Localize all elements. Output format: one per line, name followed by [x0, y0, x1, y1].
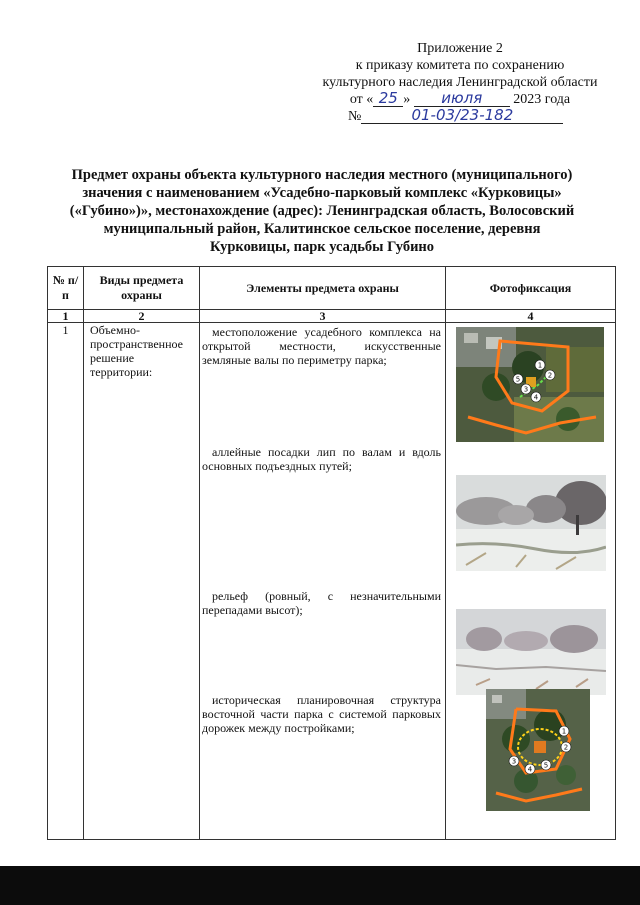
committee-name: культурного наследия Ленинградской области [322, 75, 598, 90]
aerial-map-photo-1 [456, 327, 604, 442]
handwritten-number: 01-03/23-182 [361, 108, 563, 124]
photo-cell [446, 323, 616, 840]
date-prefix: от « [349, 92, 374, 107]
order-reference: к приказу комитета по сохранению [355, 58, 565, 73]
date-quote: » [403, 92, 411, 107]
column-number-row [48, 310, 616, 323]
element-relief: рельеф (ровный, с незначительными перепадами высот); [202, 589, 441, 617]
scan-bottom-edge [0, 866, 640, 905]
elements-cell [200, 323, 446, 840]
map1-marker-4: 4 [533, 393, 539, 402]
aerial-map-photo-2 [486, 689, 590, 811]
row-number: 1 [48, 323, 84, 840]
header-number: № п/п [48, 267, 84, 310]
table-row [48, 323, 616, 840]
protection-subject-table [47, 266, 616, 840]
header-photo: Фотофиксация [446, 267, 616, 310]
flat-field-photo [456, 609, 606, 695]
col-number-1: 1 [48, 310, 84, 323]
col-number-4: 4 [446, 310, 616, 323]
table-header-row [48, 267, 616, 310]
number-prefix: № [348, 109, 362, 124]
map2-marker-2: 2 [563, 743, 569, 752]
handwritten-day: 25 [373, 91, 403, 107]
element-location: местоположение усадебного комплекса на открытой местности, искусственные земляные валы по периметру парка; [202, 325, 441, 367]
map1-marker-5: 5 [515, 375, 521, 384]
order-number [300, 108, 620, 125]
map1-marker-2: 2 [547, 371, 553, 380]
appendix-title: Приложение 2 [417, 41, 503, 56]
col-number-3: 3 [200, 310, 446, 323]
map2-marker-5: 5 [543, 761, 549, 770]
map1-marker-3: 3 [523, 385, 529, 394]
handwritten-month: июля [414, 91, 510, 107]
row-type: Объемно-пространственное решение территории: [84, 323, 200, 840]
map1-marker-1: 1 [537, 361, 543, 370]
date-year: 2023 года [513, 92, 571, 107]
winter-alley-photo [456, 475, 606, 571]
element-alleys: аллейные посадки лип по валам и вдоль основных подъездных путей; [202, 445, 441, 473]
header-type: Виды предмета охраны [84, 267, 200, 310]
map2-marker-3: 3 [511, 757, 517, 766]
col-number-2: 2 [84, 310, 200, 323]
document-title: Предмет охраны объекта культурного наследия местного (муниципального) значения с наименованием «Усадебно-парковый комплекс «Курковицы» («Губино»)», местонахождение (адрес): Ленинградская область, Волосовский муниципальный район, Калитинское сельское поселение, деревня Курковицы, парк усадьбы Губино [69, 167, 575, 255]
header-elements: Элементы предмета охраны [200, 267, 446, 310]
map2-marker-1: 1 [561, 727, 567, 736]
element-planning-structure: историческая планировочная структура восточной части парка с системой парковых дорожек между постройками; [202, 693, 441, 735]
appendix-header [300, 40, 620, 125]
map2-marker-4: 4 [527, 765, 533, 774]
